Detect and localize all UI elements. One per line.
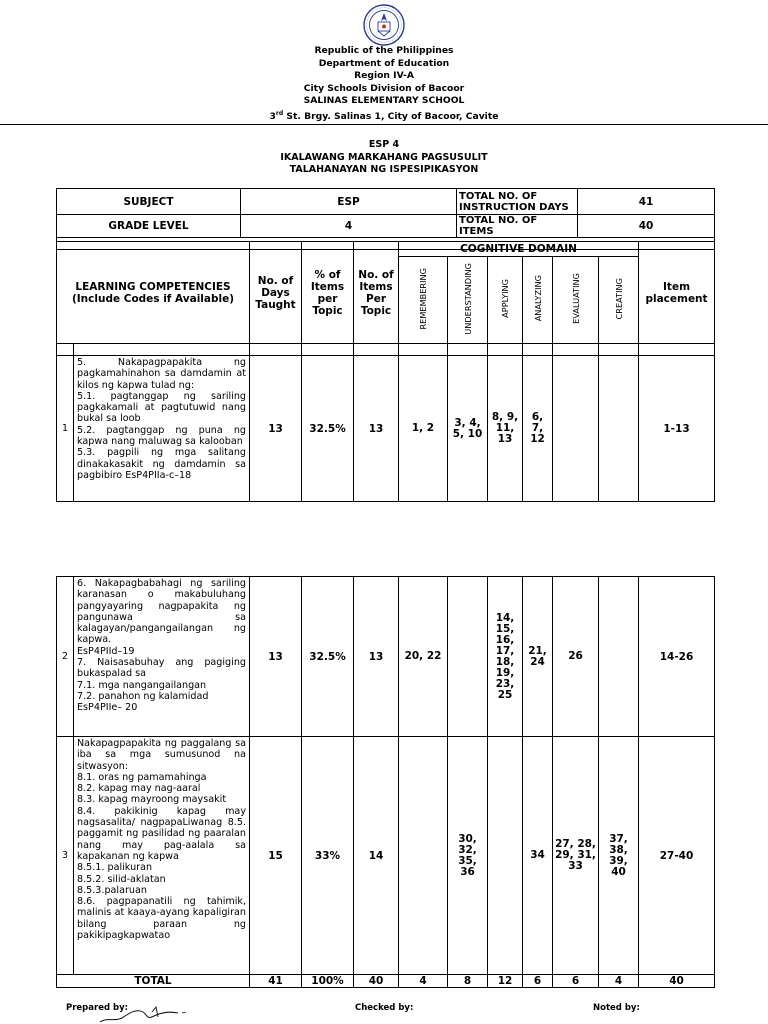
remembering-cell: 1, 2	[399, 356, 448, 502]
totals-row	[57, 975, 715, 988]
signature-icon	[98, 1003, 190, 1024]
placement-cell: 27-40	[639, 737, 715, 975]
noted-by-label: Noted by:	[593, 1003, 640, 1013]
col-items: No. of Items Per Topic	[354, 242, 399, 344]
total-applying: 12	[488, 975, 523, 988]
days-cell: 13	[250, 356, 302, 502]
competency-text: 5. Nakapagpapakita ng pagkamahinahon sa damdamin at kilos ng kapwa tulad ng: 5.1. pagtanggap ng sariling pagkakamali at pagtutuwid nang bukal sa loob 5.2. pagtanggap ng puna ng kapwa nang maluwag sa kalooban 5.3. pagpili ng mga salitang dinakakasakit ng damdamin sa pagbibiro EsP4PIIa-c–18	[74, 356, 250, 502]
total-items: 40	[354, 975, 399, 988]
row-number: 1	[57, 356, 74, 502]
total-percent: 100%	[302, 975, 354, 988]
col-cognitive-domain: COGNITIVE DOMAIN	[399, 242, 639, 257]
document-title: ESP 4 IKALAWANG MARKAHANG PAGSUSULIT TALAHANAYAN NG ISPESIPIKASYON	[280, 139, 488, 175]
creating-cell: 37, 38, 39, 40	[599, 737, 639, 975]
creating-cell	[599, 356, 639, 502]
remembering-cell	[399, 737, 448, 975]
analyzing-cell: 21, 24	[523, 577, 553, 737]
school-address: 3rd St. Brgy. Salinas 1, City of Bacoor, Cavite	[269, 109, 499, 123]
total-understanding: 8	[448, 975, 488, 988]
subject-label: SUBJECT	[57, 189, 241, 215]
days-cell: 13	[250, 577, 302, 737]
analyzing-cell: 34	[523, 737, 553, 975]
header-line: Department of Education	[318, 57, 450, 69]
col-days: No. of Days Taught	[250, 242, 302, 344]
grade-label: GRADE LEVEL	[57, 215, 241, 238]
col-placement: Item placement	[639, 242, 715, 344]
percent-cell: 32.5%	[302, 577, 354, 737]
col-evaluating: EVALUATING	[553, 257, 599, 344]
understanding-cell	[448, 577, 488, 737]
placement-cell: 1-13	[639, 356, 715, 502]
applying-cell: 8, 9, 11, 13	[488, 356, 523, 502]
total-placement: 40	[639, 975, 715, 988]
total-creating: 4	[599, 975, 639, 988]
col-competencies: LEARNING COMPETENCIES (Include Codes if Available)	[57, 242, 250, 344]
header-line: Region IV-A	[354, 70, 414, 82]
table-row	[57, 577, 715, 737]
row-number: 3	[57, 737, 74, 975]
evaluating-cell: 26	[553, 577, 599, 737]
total-remembering: 4	[399, 975, 448, 988]
total-days: 41	[250, 975, 302, 988]
col-analyzing: ANALYZING	[523, 257, 553, 344]
total-label: TOTAL	[57, 975, 250, 988]
col-understanding: UNDERSTANDING	[448, 257, 488, 344]
subject-value: ESP	[241, 189, 457, 215]
table-row	[57, 737, 715, 975]
analyzing-cell: 6, 7, 12	[523, 356, 553, 502]
days-cell: 15	[250, 737, 302, 975]
col-creating: CREATING	[599, 257, 639, 344]
row-number: 2	[57, 577, 74, 737]
competency-text: Nakapagpapakita ng paggalang sa iba sa mga sumusunod na sitwasyon: 8.1. oras ng pamamahinga 8.2. kapag may nag-aaral 8.3. kapag mayroong maysakit 8.4. pakikinig kapag may nagsasalita/ nagpapaLiwanag 8.5. paggamit ng pasilidad ng paaralan nang may pag-aalala sa kapakanan ng kapwa 8.5.1. palikuran 8.5.2. silid-aklatan 8.5.3.palaruan 8.6. pagpapanatili ng tahimik, malinis at kaaya-ayang kapaligiran bilang paraan ng pakikipagkapwatao	[74, 737, 250, 975]
items-cell: 13	[354, 577, 399, 737]
table-row	[57, 356, 715, 502]
understanding-cell: 30, 32, 35, 36	[448, 737, 488, 975]
col-remembering: REMEMBERING	[399, 257, 448, 344]
percent-cell: 33%	[302, 737, 354, 975]
items-cell: 13	[354, 356, 399, 502]
total-items-label: TOTAL NO. OF ITEMS	[457, 215, 578, 238]
total-evaluating: 6	[553, 975, 599, 988]
checked-by-label: Checked by:	[355, 1003, 414, 1013]
items-cell: 14	[354, 737, 399, 975]
total-analyzing: 6	[523, 975, 553, 988]
competency-text: 6. Nakapagbabahagi ng sariling karanasan o makabuluhang pangyayaring nagpapakita ng pangunawa sa kalagayan/pangangailangan ng kapwa. EsP4PIId–19 7. Naisasabuhay ang pagiging bukaspalad sa 7.1. mga nangangailangan 7.2. panahon ng kalamidad EsP4PIIe– 20	[74, 577, 250, 737]
header-line: Republic of the Philippines	[314, 45, 454, 56]
applying-cell	[488, 737, 523, 975]
header-line: SALINAS ELEMENTARY SCHOOL	[303, 95, 465, 107]
applying-cell: 14, 15, 16, 17, 18, 19, 23, 25	[488, 577, 523, 737]
prepared-by-label: Prepared by:	[66, 1003, 129, 1013]
total-items-value: 40	[578, 215, 715, 238]
header-block	[0, 45, 768, 124]
percent-cell: 32.5%	[302, 356, 354, 502]
instruction-days-label: TOTAL NO. OF INSTRUCTION DAYS	[457, 189, 578, 215]
placement-cell: 14-26	[639, 577, 715, 737]
header-line: City Schools Division of Bacoor	[303, 82, 465, 94]
evaluating-cell: 27, 28, 29, 31, 33	[553, 737, 599, 975]
remembering-cell: 20, 22	[399, 577, 448, 737]
col-applying: APPLYING	[488, 257, 523, 344]
understanding-cell: 3, 4, 5, 10	[448, 356, 488, 502]
instruction-days-value: 41	[578, 189, 715, 215]
grade-value: 4	[241, 215, 457, 238]
creating-cell	[599, 577, 639, 737]
col-percent: % of Items per Topic	[302, 242, 354, 344]
specification-table-continued	[56, 576, 715, 988]
header-divider	[0, 124, 768, 125]
evaluating-cell	[553, 356, 599, 502]
deped-seal-icon	[363, 4, 405, 46]
specification-table	[56, 241, 715, 502]
